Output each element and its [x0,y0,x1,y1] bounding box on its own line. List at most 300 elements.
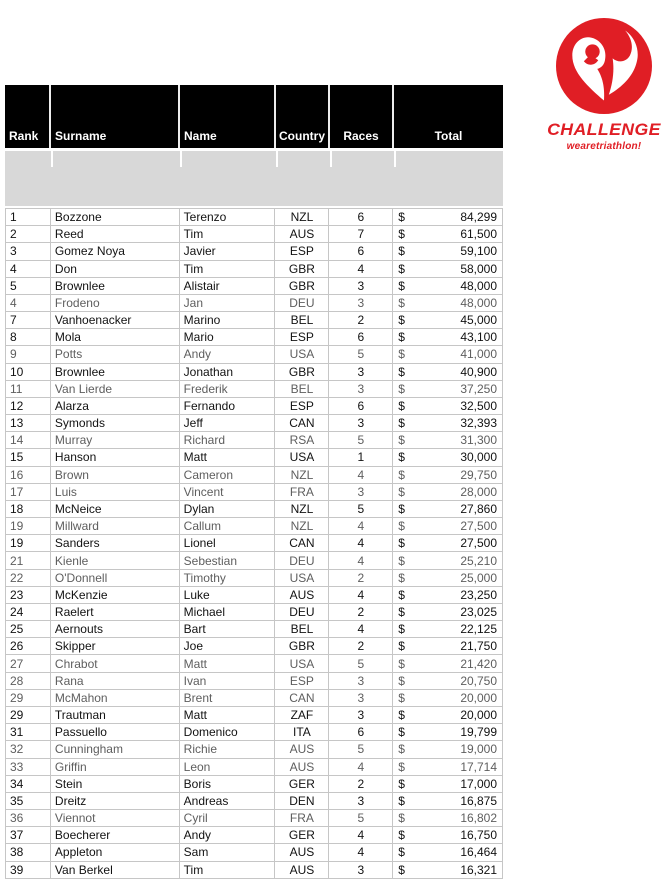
cell-total [393,243,502,259]
cell-country: ESP [275,329,329,345]
cell-surname: Skipper [51,638,180,654]
cell-country: AUS [275,226,329,242]
currency-symbol: $ [398,416,405,431]
currency-symbol: $ [398,793,405,808]
cell-country: GER [275,827,329,843]
cell-name: Richie [180,741,276,757]
total-amount: 32,393 [460,416,498,431]
cell-surname: Brownlee [51,278,180,294]
cell-country: USA [275,570,329,586]
cell-rank: 29 [6,707,51,723]
table-row [6,415,502,432]
total-amount: 23,250 [460,587,498,602]
cell-country: GBR [275,364,329,380]
cell-surname: Griffin [51,759,180,775]
cell-total [393,552,502,568]
cell-rank: 25 [6,621,51,637]
cell-surname: Mola [51,329,180,345]
cell-total [393,673,502,689]
cell-rank: 14 [6,432,51,448]
cell-races: 4 [329,261,393,277]
currency-symbol: $ [398,845,405,860]
cell-rank: 38 [6,844,51,860]
cell-country: RSA [275,432,329,448]
cell-races: 3 [329,862,393,878]
cell-surname: Hanson [51,449,180,465]
cell-rank: 18 [6,501,51,517]
cell-races: 5 [329,432,393,448]
cell-races: 5 [329,501,393,517]
cell-rank: 9 [6,346,51,362]
table-row [6,364,502,381]
total-amount: 30,000 [460,450,498,465]
total-amount: 16,750 [460,828,498,843]
total-amount: 84,299 [460,210,498,225]
cell-country: GBR [275,638,329,654]
cell-races: 3 [329,673,393,689]
cell-total [393,810,502,826]
cell-name: Tim [180,226,276,242]
cell-surname: Reed [51,226,180,242]
cell-surname: Appleton [51,844,180,860]
column-separator-tick [180,151,182,167]
currency-symbol: $ [398,484,405,499]
cell-total [393,501,502,517]
cell-rank: 19 [6,518,51,534]
cell-races: 6 [329,209,393,225]
cell-surname: Gomez Noya [51,243,180,259]
cell-races: 5 [329,655,393,671]
cell-races: 2 [329,312,393,328]
cell-name: Javier [180,243,276,259]
cell-country: AUS [275,862,329,878]
currency-symbol: $ [398,519,405,534]
cell-country: ZAF [275,707,329,723]
cell-country: FRA [275,484,329,500]
challenge-heart-icon [556,18,652,114]
table-row [6,827,502,844]
currency-symbol: $ [398,725,405,740]
cell-name: Matt [180,449,276,465]
cell-rank: 3 [6,243,51,259]
cell-name: Leon [180,759,276,775]
table-row [6,312,502,329]
cell-country: ESP [275,398,329,414]
cell-total [393,209,502,225]
total-amount: 25,000 [460,570,498,585]
cell-races: 2 [329,638,393,654]
cell-country: AUS [275,741,329,757]
total-amount: 43,100 [460,330,498,345]
cell-total [393,398,502,414]
total-amount: 40,900 [460,364,498,379]
cell-total [393,449,502,465]
cell-total [393,467,502,483]
currency-symbol: $ [398,622,405,637]
table-row [6,381,502,398]
cell-rank: 13 [6,415,51,431]
cell-name: Sam [180,844,276,860]
cell-races: 4 [329,587,393,603]
cell-name: Brent [180,690,276,706]
currency-symbol: $ [398,278,405,293]
table-row [6,261,502,278]
currency-symbol: $ [398,450,405,465]
cell-total [393,707,502,723]
cell-country: NZL [275,209,329,225]
cell-total [393,604,502,620]
total-amount: 27,500 [460,536,498,551]
currency-symbol: $ [398,313,405,328]
cell-races: 4 [329,621,393,637]
cell-name: Cyril [180,810,276,826]
total-amount: 37,250 [460,381,498,396]
total-amount: 19,000 [460,742,498,757]
table-row [6,604,502,621]
cell-surname: Passuello [51,724,180,740]
total-amount: 16,875 [460,793,498,808]
cell-name: Vincent [180,484,276,500]
currency-symbol: $ [398,536,405,551]
currency-symbol: $ [398,587,405,602]
cell-rank: 1 [6,209,51,225]
cell-country: DEU [275,295,329,311]
cell-races: 4 [329,844,393,860]
table-header-row [5,85,503,148]
cell-name: Luke [180,587,276,603]
total-amount: 22,125 [460,622,498,637]
total-amount: 20,000 [460,708,498,723]
cell-rank: 8 [6,329,51,345]
total-amount: 48,000 [460,278,498,293]
cell-rank: 10 [6,364,51,380]
cell-surname: Kienle [51,552,180,568]
cell-races: 7 [329,226,393,242]
cell-races: 3 [329,707,393,723]
total-amount: 59,100 [460,244,498,259]
cell-surname: Sanders [51,535,180,551]
cell-name: Alistair [180,278,276,294]
cell-races: 2 [329,604,393,620]
table-row [6,793,502,810]
cell-country: GBR [275,261,329,277]
total-amount: 21,420 [460,656,498,671]
cell-rank: 17 [6,484,51,500]
cell-surname: Dreitz [51,793,180,809]
cell-total [393,827,502,843]
cell-total [393,381,502,397]
cell-name: Lionel [180,535,276,551]
cell-surname: Vanhoenacker [51,312,180,328]
total-amount: 27,860 [460,502,498,516]
cell-country: GER [275,776,329,792]
currency-symbol: $ [398,347,405,362]
cell-total [393,312,502,328]
table-row [6,346,502,363]
cell-rank: 33 [6,759,51,775]
table-row [6,278,502,295]
total-amount: 23,025 [460,605,498,620]
cell-rank: 4 [6,261,51,277]
cell-name: Cameron [180,467,276,483]
cell-country: NZL [275,467,329,483]
table-row [6,329,502,346]
total-amount: 16,321 [460,862,498,877]
cell-races: 6 [329,243,393,259]
cell-rank: 32 [6,741,51,757]
cell-name: Callum [180,518,276,534]
cell-name: Matt [180,655,276,671]
cell-surname: Van Berkel [51,862,180,878]
cell-races: 6 [329,724,393,740]
cell-country: USA [275,346,329,362]
table-row [6,535,502,552]
cell-total [393,261,502,277]
cell-surname: Brown [51,467,180,483]
cell-country: FRA [275,810,329,826]
cell-races: 4 [329,535,393,551]
cell-rank: 31 [6,724,51,740]
currency-symbol: $ [398,605,405,620]
currency-symbol: $ [398,742,405,757]
cell-total [393,346,502,362]
table-row [6,759,502,776]
cell-surname: Viennot [51,810,180,826]
currency-symbol: $ [398,673,405,688]
cell-rank: 23 [6,587,51,603]
table-row [6,621,502,638]
cell-races: 5 [329,741,393,757]
cell-country: BEL [275,621,329,637]
total-amount: 17,714 [460,759,498,774]
cell-total [393,295,502,311]
cell-surname: Rana [51,673,180,689]
currency-symbol: $ [398,639,405,654]
cell-name: Bart [180,621,276,637]
total-amount: 20,000 [460,690,498,705]
cell-races: 4 [329,759,393,775]
table-row [6,844,502,861]
ranking-table [5,85,503,879]
cell-total [393,741,502,757]
currency-symbol: $ [398,708,405,723]
cell-surname: Frodeno [51,295,180,311]
cell-surname: Trautman [51,707,180,723]
table-row [6,501,502,518]
cell-name: Tim [180,862,276,878]
cell-total [393,759,502,775]
total-amount: 16,464 [460,845,498,860]
cell-races: 3 [329,415,393,431]
cell-races: 3 [329,484,393,500]
cell-country: DEU [275,604,329,620]
cell-name: Sebestian [180,552,276,568]
cell-rank: 4 [6,295,51,311]
table-row [6,570,502,587]
cell-races: 3 [329,793,393,809]
cell-rank: 7 [6,312,51,328]
total-amount: 21,750 [460,639,498,654]
cell-surname: Millward [51,518,180,534]
cell-races: 2 [329,570,393,586]
column-header-country: Country [276,85,330,148]
cell-rank: 28 [6,673,51,689]
cell-races: 1 [329,449,393,465]
table-row [6,638,502,655]
column-separator-tick [330,151,332,167]
total-amount: 58,000 [460,261,498,276]
cell-surname: Bozzone [51,209,180,225]
cell-races: 6 [329,398,393,414]
cell-total [393,535,502,551]
cell-surname: Stein [51,776,180,792]
currency-symbol: $ [398,553,405,568]
cell-surname: Brownlee [51,364,180,380]
cell-country: BEL [275,381,329,397]
cell-country: USA [275,655,329,671]
cell-rank: 5 [6,278,51,294]
cell-name: Fernando [180,398,276,414]
currency-symbol: $ [398,570,405,585]
table-body [5,208,503,879]
cell-total [393,570,502,586]
cell-total [393,655,502,671]
cell-surname: Chrabot [51,655,180,671]
table-row [6,724,502,741]
currency-symbol: $ [398,759,405,774]
cell-name: Timothy [180,570,276,586]
cell-country: AUS [275,587,329,603]
currency-symbol: $ [398,828,405,843]
cell-races: 4 [329,518,393,534]
cell-rank: 19 [6,535,51,551]
total-amount: 48,000 [460,295,498,310]
currency-symbol: $ [398,210,405,225]
cell-country: NZL [275,501,329,517]
cell-total [393,329,502,345]
currency-symbol: $ [398,227,405,242]
cell-country: CAN [275,535,329,551]
total-amount: 20,750 [460,673,498,688]
cell-country: ESP [275,243,329,259]
currency-symbol: $ [398,776,405,791]
cell-name: Ivan [180,673,276,689]
cell-name: Mario [180,329,276,345]
cell-country: ESP [275,673,329,689]
table-row [6,690,502,707]
cell-rank: 21 [6,552,51,568]
cell-total [393,484,502,500]
cell-surname: Cunningham [51,741,180,757]
cell-total [393,690,502,706]
column-separator-tick [51,151,53,167]
cell-country: ITA [275,724,329,740]
cell-races: 4 [329,827,393,843]
column-header-total: Total [394,85,503,148]
total-amount: 32,500 [460,398,498,413]
currency-symbol: $ [398,295,405,310]
cell-rank: 29 [6,690,51,706]
column-separator-tick [276,151,278,167]
total-amount: 27,500 [460,519,498,534]
cell-total [393,432,502,448]
cell-surname: O'Donnell [51,570,180,586]
cell-total [393,278,502,294]
table-row [6,518,502,535]
table-row [6,398,502,415]
total-amount: 25,210 [460,553,498,568]
total-amount: 45,000 [460,313,498,328]
cell-country: GBR [275,278,329,294]
cell-rank: 12 [6,398,51,414]
total-amount: 16,802 [460,811,498,826]
table-row [6,810,502,827]
cell-total [393,415,502,431]
currency-symbol: $ [398,330,405,345]
cell-rank: 34 [6,776,51,792]
total-amount: 31,300 [460,433,498,448]
table-row [6,862,502,879]
currency-symbol: $ [398,364,405,379]
cell-name: Richard [180,432,276,448]
cell-races: 3 [329,381,393,397]
table-row [6,552,502,569]
cell-name: Andy [180,827,276,843]
cell-rank: 24 [6,604,51,620]
cell-name: Terenzo [180,209,276,225]
cell-country: USA [275,449,329,465]
cell-races: 4 [329,467,393,483]
table-row [6,655,502,672]
table-row [6,467,502,484]
cell-total [393,621,502,637]
cell-surname: Symonds [51,415,180,431]
cell-races: 5 [329,346,393,362]
table-row [6,209,502,226]
table-row [6,673,502,690]
cell-country: CAN [275,415,329,431]
cell-name: Tim [180,261,276,277]
table-row [6,226,502,243]
cell-rank: 37 [6,827,51,843]
cell-name: Andy [180,346,276,362]
cell-country: AUS [275,759,329,775]
cell-surname: Alarza [51,398,180,414]
cell-races: 5 [329,810,393,826]
cell-rank: 22 [6,570,51,586]
cell-total [393,364,502,380]
cell-name: Matt [180,707,276,723]
column-header-races: Races [330,85,394,148]
table-row [6,776,502,793]
cell-races: 4 [329,552,393,568]
cell-name: Jan [180,295,276,311]
cell-name: Boris [180,776,276,792]
cell-surname: Van Lierde [51,381,180,397]
cell-name: Jonathan [180,364,276,380]
cell-rank: 15 [6,449,51,465]
table-row [6,243,502,260]
cell-surname: Boecherer [51,827,180,843]
table-row [6,587,502,604]
cell-surname: Murray [51,432,180,448]
cell-name: Joe [180,638,276,654]
cell-rank: 35 [6,793,51,809]
table-row [6,484,502,501]
cell-country: DEN [275,793,329,809]
cell-rank: 27 [6,655,51,671]
currency-symbol: $ [398,398,405,413]
